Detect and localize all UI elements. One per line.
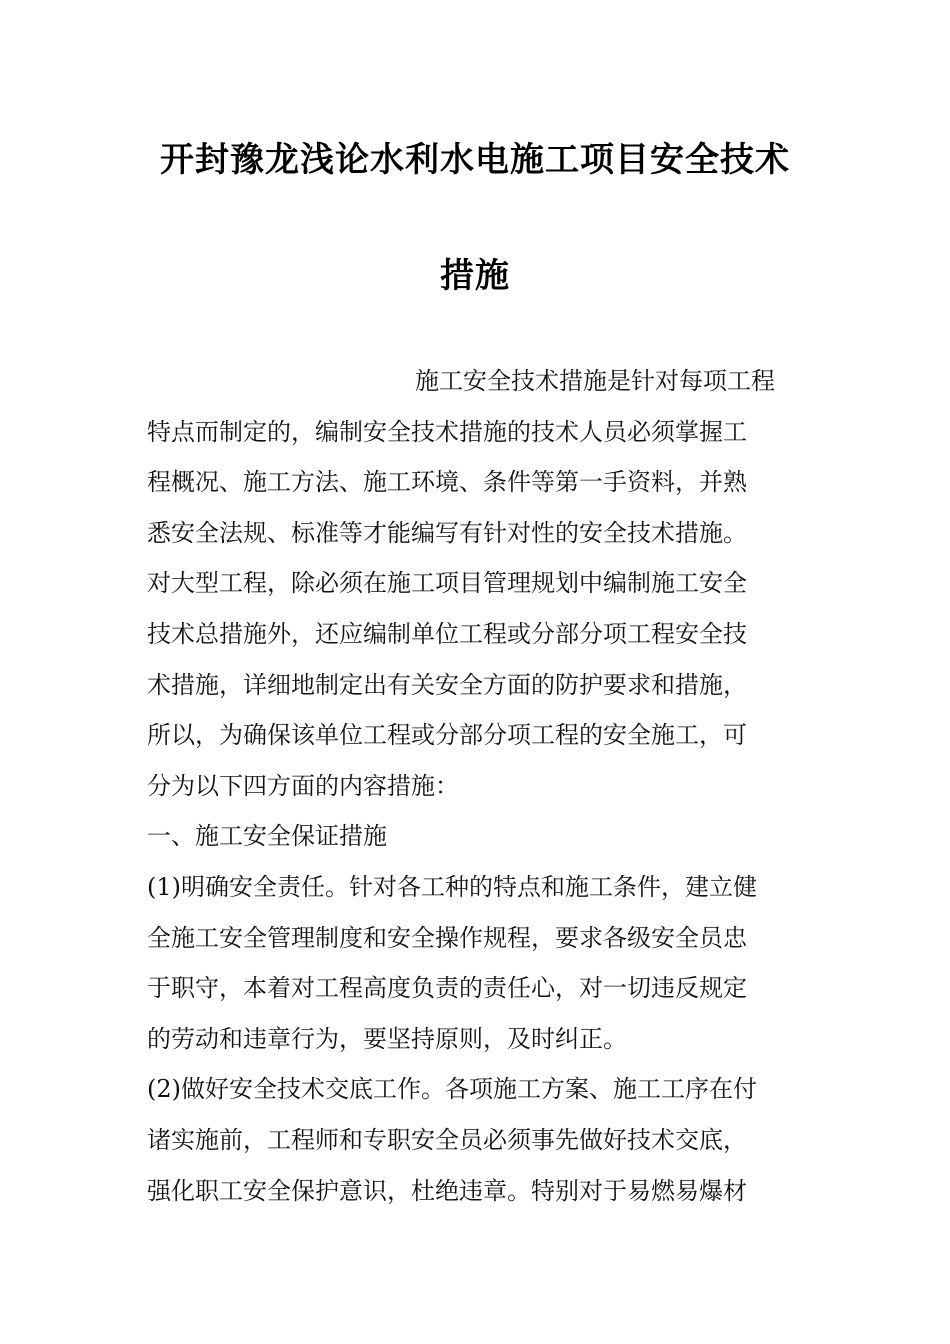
section-heading: 一、施工安全保证措施	[147, 822, 387, 851]
body-line: 悉安全法规、标准等才能编写有针对性的安全技术措施。	[147, 518, 747, 547]
body-line: 技术总措施外，还应编制单位工程或分部分项工程安全技	[147, 619, 747, 648]
body-line: 特点而制定的，编制安全技术措施的技术人员必须掌握工	[147, 417, 747, 446]
body-line: 强化职工安全保护意识，杜绝违章。特别对于易燃易爆材	[147, 1176, 747, 1205]
body-line: 全施工安全管理制度和安全操作规程，要求各级安全员忠	[147, 923, 747, 952]
body-line: 于职守，本着对工程高度负责的责任心，对一切违反规定	[147, 974, 747, 1003]
body-line-intro: 施工安全技术措施是针对每项工程	[415, 367, 775, 395]
body-line: 所以，为确保该单位工程或分部分项工程的安全施工，可	[147, 721, 747, 750]
document-title-line-1: 开封豫龙浅论水利水电施工项目安全技术	[160, 140, 790, 180]
body-line: 对大型工程，除必须在施工项目管理规划中编制施工安全	[147, 569, 747, 598]
body-line: 程概况、施工方法、施工环境、条件等第一手资料，并熟	[147, 468, 747, 497]
body-line: 的劳动和违章行为，要坚持原则，及时纠正。	[147, 1024, 627, 1053]
body-line: (2)做好安全技术交底工作。各项施工方案、施工工序在付	[147, 1075, 757, 1104]
body-line: 诸实施前，工程师和专职安全员必须事先做好技术交底，	[147, 1125, 747, 1154]
body-line: 术措施，详细地制定出有关安全方面的防护要求和措施，	[147, 670, 747, 699]
body-line: (1)明确安全责任。针对各工种的特点和施工条件，建立健	[147, 872, 757, 901]
document-body	[147, 356, 807, 1216]
body-line: 分为以下四方面的内容措施：	[147, 771, 459, 800]
document-title-line-2: 措施	[440, 256, 510, 296]
